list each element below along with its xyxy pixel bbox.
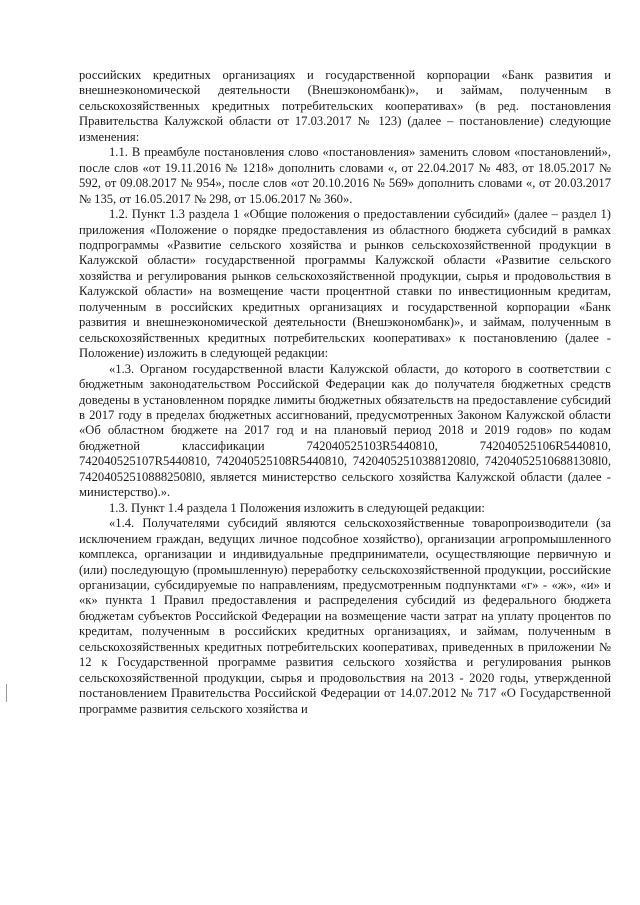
paragraph-1-2: 1.2. Пункт 1.3 раздела 1 «Общие положения о предоставлении субсидий» (далее – раздел 1) приложения «Положение о порядке предоставления из областного бюджета субсидий в рамках подпрограммы «Развитие сельского хозяйства и рынков сельскохозяйственной продукции в Калужской области» государственной программы Калужской области «Развитие сельского хозяйства и регулирования рынков сельскохозяйственной продукции, сырья и продовольствия в Калужской области» на возмещение части процентной ставки по инвестиционным кредитам, полученным в российских кредитных организациях и государственной корпорации «Банк развития и внешнеэкономической деятельности (Внешэкономбанк)», и займам, полученным в сельскохозяйственных кредитных потребительских кооперативах» к постановлению (далее - Положение) изложить в следующей редакции: xyxy=(79,207,611,361)
paragraph-quote-1-3: «1.3. Органом государственной власти Калужской области, до которого в соответствии с бюджетным законодательством Российской Федерации как до получателя бюджетных средств доведены в установленном порядке лимиты бюджетных обязательств на предоставление субсидий в 2017 году в пределах бюджетных ассигнований, предусмотренных Законом Калужской области «Об областном бюджете на 2017 год и на плановый период 2018 и 2019 годов» по кодам бюджетной классификации 742040525103R5440810, 742040525106R5440810, 742040525107R5440810, 742040525108R5440810, 742040525103881208l0, 742040525106881308l0, 742040525108882508l0, является министерство сельского хозяйства Калужской области (далее - министерство).». xyxy=(79,361,611,500)
paragraph-quote-1-4: «1.4. Получателями субсидий являются сельскохозяйственные товаропроизводители (за исключением граждан, ведущих личное подсобное хозяйство), организации агропромышленного комплекса, организации и индивидуальные предприниматели, осуществляющие первичную и (или) последующую (промышленную) переработку сельскохозяйственной продукции, российские организации, субсидируемые по направлениям, предусмотренным подпунктами «г» - «ж», «и» и «к» пункта 1 Правил предоставления и распределения субсидий из федерального бюджета бюджетам субъектов Российской Федерации на возмещение части затрат на уплату процентов по кредитам, полученным в российских кредитных организациях, и займам, полученным в сельскохозяйственных кредитных потребительских кооперативах, приведенных в приложении № 12 к Государственной программе развития сельского хозяйства и регулирования рынков сельскохозяйственной продукции, сырья и продовольствия на 2013 - 2020 годы, утвержденной постановлением Правительства Российской Федерации от 14.07.2012 № 717 «О Государственной программе развития сельского хозяйства и xyxy=(79,516,611,716)
document-body xyxy=(79,68,611,717)
paragraph-continuation: российских кредитных организациях и государственной корпорации «Банк развития и внешнеэкономической деятельности (Внешэкономбанк)», и займам, полученным в сельскохозяйственных кредитных потребительских кооперативах» (в ред. постановления Правительства Калужской области от 17.03.2017 № 123) (далее – постановление) следующие изменения: xyxy=(79,68,611,144)
paragraph-1-1: 1.1. В преамбуле постановления слово «постановления» заменить словом «постановлений», после слов «от 19.11.2016 № 1218» дополнить словами «, от 22.04.2017 № 483, от 18.05.2017 № 592, от 09.08.2017 № 954», после слов «от 20.10.2016 № 569» дополнить словами «, от 20.03.2017 № 135, от 16.05.2017 № 298, от 15.06.2017 № 360». xyxy=(79,145,611,206)
paragraph-1-3: 1.3. Пункт 1.4 раздела 1 Положения изложить в следующей редакции: xyxy=(109,500,485,515)
scan-margin-mark xyxy=(6,684,7,702)
